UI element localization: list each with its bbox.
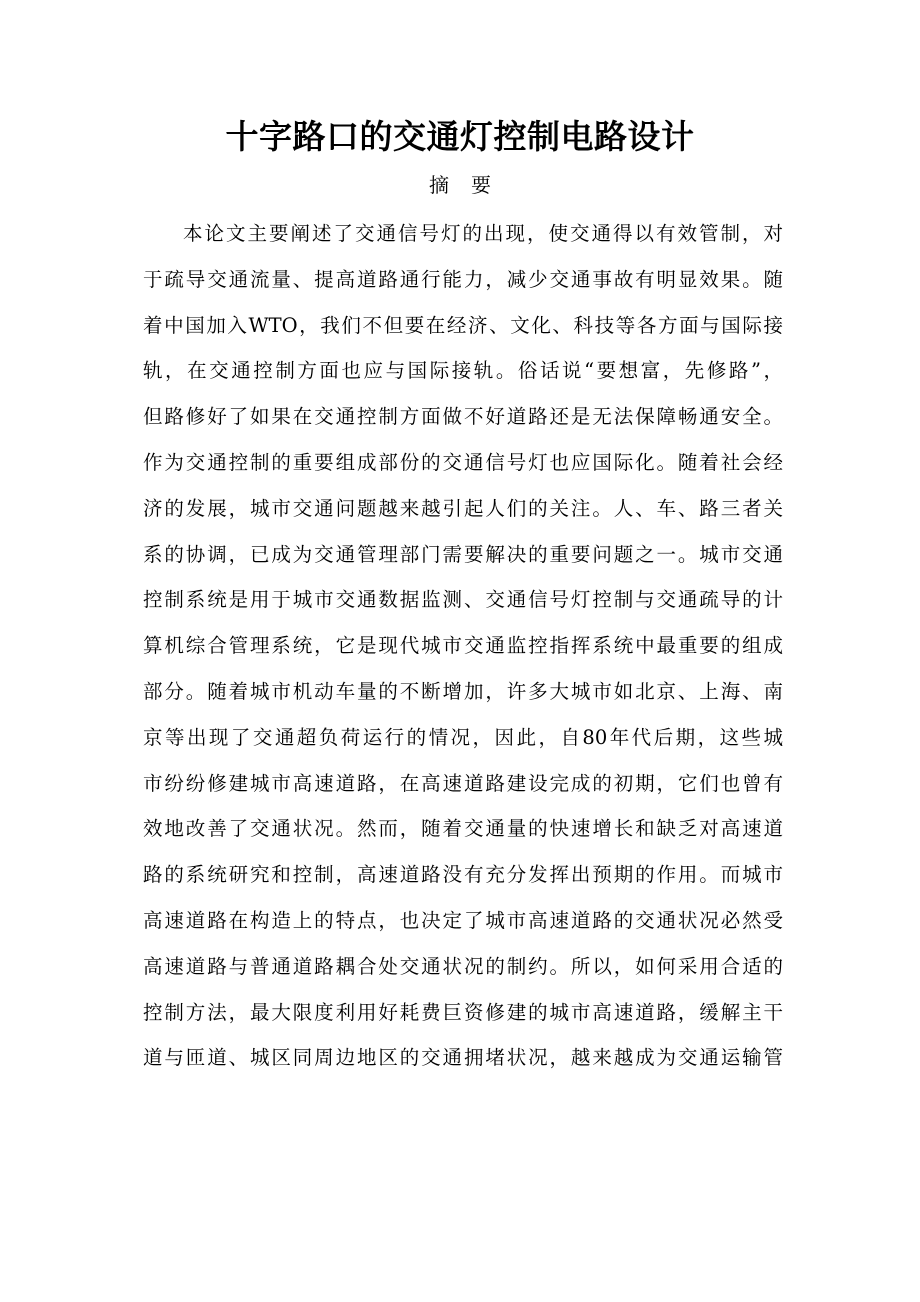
abstract-line: 着中国加入WTO，我们不但要在经济、文化、科技等各方面与国际接 [143,313,783,337]
abstract-line: 系的协调，已成为交通管理部门需要解决的重要问题之一。城市交通 [143,542,783,566]
abstract-line: 路的系统研究和控制，高速道路没有充分发挥出预期的作用。而城市 [143,863,783,887]
abstract-line: 高速道路与普通道路耦合处交通状况的制约。所以，如何采用合适的 [143,954,783,978]
abstract-heading: 摘要 [429,173,513,197]
abstract-body [143,211,783,1081]
abstract-line: 轨，在交通控制方面也应与国际接轨。俗话说“要想富，先修路”， [143,359,783,383]
abstract-line: 高速道路在构造上的特点，也决定了城市高速道路的交通状况必然受 [143,908,783,932]
abstract-line: 京等出现了交通超负荷运行的情况，因此，自80年代后期，这些城 [143,725,783,749]
abstract-line: 于疏导交通流量、提高道路通行能力，减少交通事故有明显效果。随 [143,267,783,291]
abstract-line: 效地改善了交通状况。然而，随着交通量的快速增长和缺乏对高速道 [143,817,783,841]
abstract-line: 算机综合管理系统，它是现代城市交通监控指挥系统中最重要的组成 [143,634,783,658]
abstract-line: 作为交通控制的重要组成部份的交通信号灯也应国际化。随着社会经 [143,450,783,474]
abstract-line: 控制方法，最大限度利用好耗费巨资修建的城市高速道路，缓解主干 [143,1000,783,1024]
abstract-line: 控制系统是用于城市交通数据监测、交通信号灯控制与交通疏导的计 [143,588,783,612]
abstract-line: 道与匝道、城区同周边地区的交通拥堵状况，越来越成为交通运输管 [143,1046,783,1070]
abstract-line: 市纷纷修建城市高速道路，在高速道路建设完成的初期，它们也曾有 [143,771,783,795]
document-title: 十字路口的交通灯控制电路设计 [225,117,695,156]
abstract-line: 本论文主要阐述了交通信号灯的出现，使交通得以有效管制，对 [183,222,783,245]
abstract-line: 但路修好了如果在交通控制方面做不好道路还是无法保障畅通安全。 [143,405,783,429]
abstract-line: 部分。随着城市机动车量的不断增加，许多大城市如北京、上海、南 [143,679,783,703]
abstract-line: 济的发展，城市交通问题越来越引起人们的关注。人、车、路三者关 [143,496,783,520]
